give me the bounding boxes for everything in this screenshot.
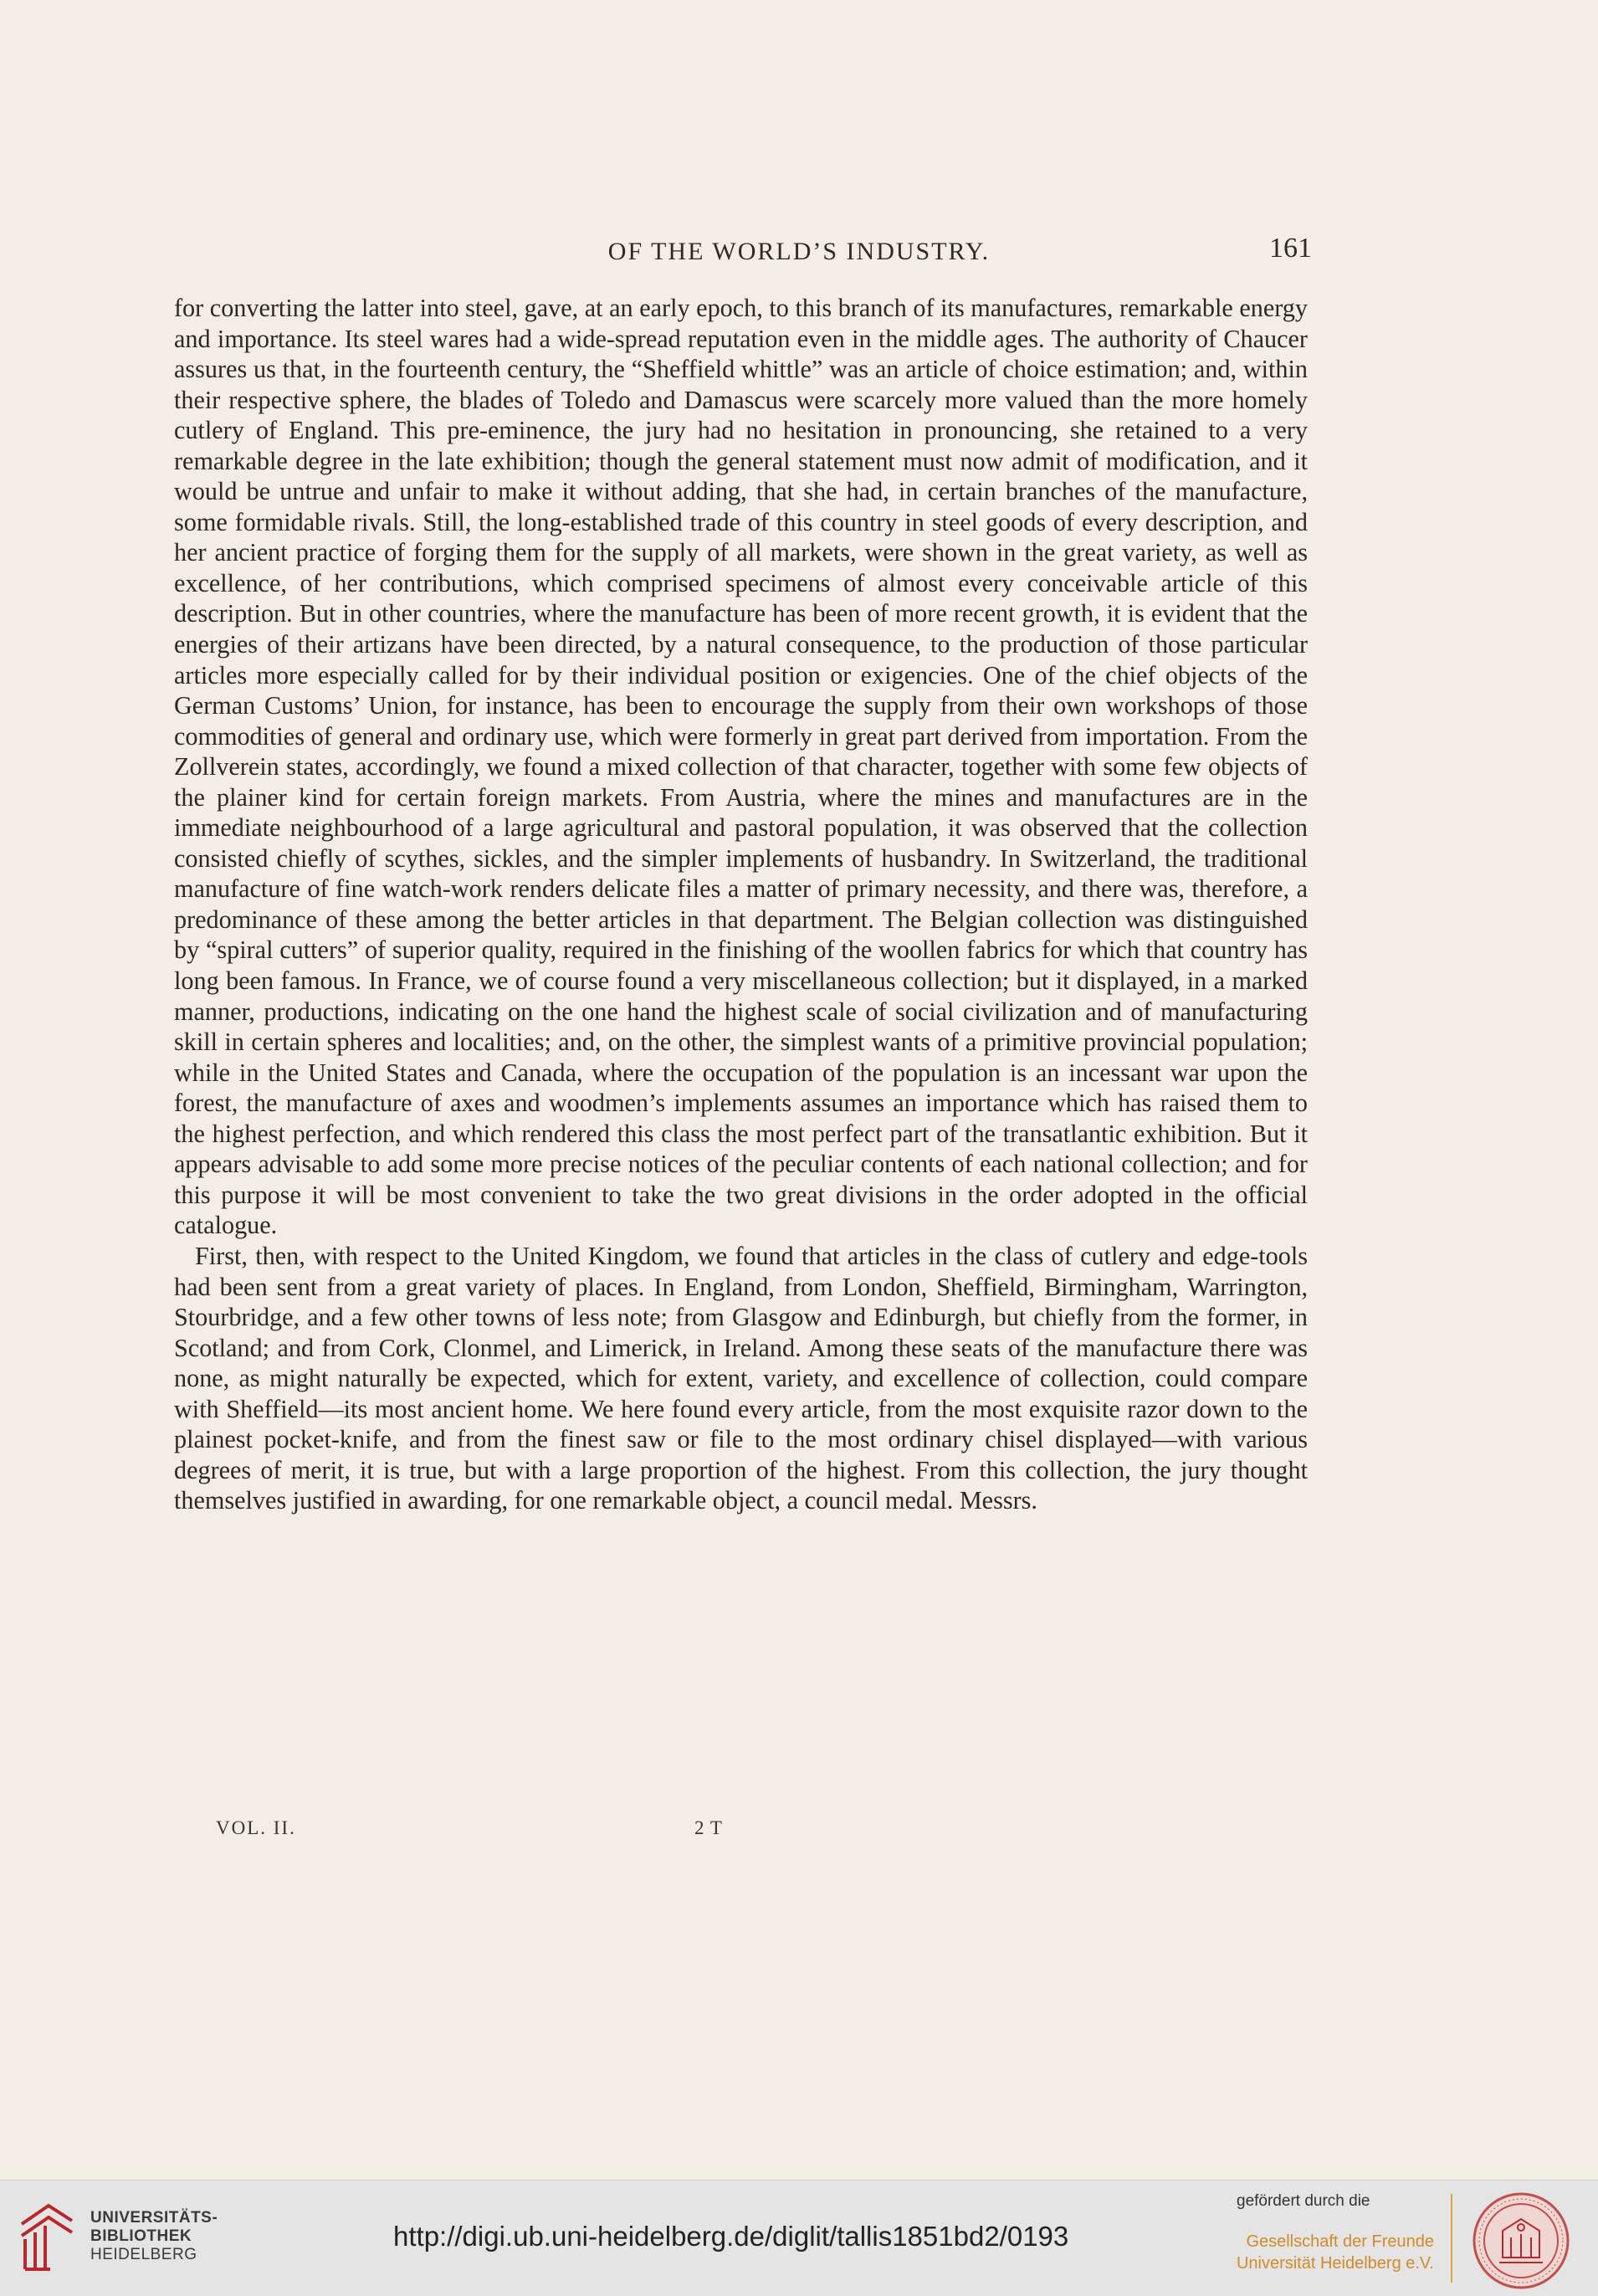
footer-divider [1451, 2194, 1452, 2283]
sponsor-name-line1: Gesellschaft der Freunde [1246, 2232, 1434, 2251]
signature-line [0, 1817, 1598, 1844]
volume-label: VOL. II. [216, 1817, 296, 1838]
running-title: OF THE WORLD’S INDUSTRY. [607, 238, 991, 265]
university-seal-icon [1471, 2191, 1571, 2291]
paragraph-1: for converting the latter into steel, gave, at an early epoch, to this branch of its manufactures, remarkable energy and importance. Its steel wares had a wide-spread reputation even in the middle ages. The authority of Chaucer assures us that, in the fourteenth century, the “Sheffield whittle” was an article of choice estimation; and, within their respective sphere, the blades of Toledo and Damascus were scarcely more valued than the more homely cutlery of England. This pre-eminence, the jury had no hesitation in pronouncing, she retained to a very remarkable degree in the late exhibition; though the general statement must now admit of modification, and it would be untrue and unfair to make it without adding, that she had, in certain branches of the manufacture, some formidable rivals. Still, the long-established trade of this country in steel goods of every description, and her ancient practice of forging them for the supply of all markets, were shown in the great variety, as well as excellence, of her contributions, which comprised specimens of almost every conceivable article of this description. But in other countries, where the manufacture has been of more recent growth, it is evident that the energies of their artizans have been directed, by a natural consequence, to the production of those particular articles more especially called for by their individual position or exigencies. One of the chief objects of the German Customs’ Union, for instance, has been to encourage the supply from their own workshops of those commodities of general and ordinary use, which were formerly in great part derived from importation. From the Zollverein states, accordingly, we found a mixed collection of that character, together with some few objects of the plainer kind for certain foreign markets. From Austria, where the mines and manufactures are in the immediate neighbourhood of a large agricultural and pastoral population, it was observed that the collection consisted chiefly of scythes, sickles, and the simpler implements of husbandry. In Switzerland, the traditional manufacture of fine watch-work renders delicate files a matter of primary necessity, and there was, therefore, a predominance of these among the better articles in that department. The Belgian collection was distinguished by “spiral cutters” of superior quality, required in the finishing of the woollen fabrics for which that country has long been famous. In France, we of course found a very miscellaneous collection; but it displayed, in a marked manner, productions, indicating on the one hand the highest scale of social civilization and of manufacturing skill in certain spheres and localities; and, on the other, the simplest wants of a primitive provincial population; while in the United States and Canada, where the occupation of the population is an incessant war upon the forest, the manufacture of axes and woodmen’s implements assumes an importance which has raised them to the highest perfection, and which rendered this class the most perfect part of the transatlantic exhibition. But it appears advisable to add some more precise notices of the peculiar contents of each national collection; and for this purpose it will be most convenient to take the two great divisions in the order adopted in the official catalogue. [174, 294, 1308, 1240]
sponsor-name [1233, 2231, 1434, 2274]
body-text [174, 293, 1308, 1516]
permalink-url[interactable]: http://digi.ub.uni-heidelberg.de/diglit/tallis1851bd2/0193 [393, 2221, 1069, 2252]
page-number: 161 [1269, 233, 1312, 264]
library-name-line2: BIBLIOTHEK [90, 2227, 192, 2245]
library-name-line1: UNIVERSITÄTS- [90, 2209, 218, 2227]
footer-bar [0, 2180, 1598, 2296]
library-logo-icon [17, 2199, 77, 2274]
sponsor-name-line2: Universität Heidelberg e.V. [1236, 2254, 1434, 2273]
paragraph-2: First, then, with respect to the United Kingdom, we found that articles in the class of cutlery and edge-tools had been sent from a great variety of places. In England, from London, Sheffield, Birmingham, Warrington, Stourbridge, and a few other towns of less note; from Glasgow and Edinburgh, but chiefly from the former, in Scotland; and from Cork, Clonmel, and Limerick, in Ireland. Among these seats of the manufacture there was none, as might naturally be expected, which for extent, variety, and excellence of collection, could compare with Sheffield—its most ancient home. We here found every article, from the most exquisite razor down to the plainest pocket-knife, and from the finest saw or file to the most ordinary chisel displayed—with various degrees of merit, it is true, but with a large proportion of the highest. From this collection, the jury thought themselves justified in awarding, for one remarkable object, a council medal. Messrs. [174, 1241, 1308, 1515]
library-name [90, 2209, 218, 2264]
running-head [0, 233, 1598, 271]
library-name-line3: HEIDELBERG [90, 2246, 197, 2263]
sponsor-label: gefördert durch die [1237, 2192, 1370, 2210]
signature-mark: 2 T [694, 1817, 723, 1838]
